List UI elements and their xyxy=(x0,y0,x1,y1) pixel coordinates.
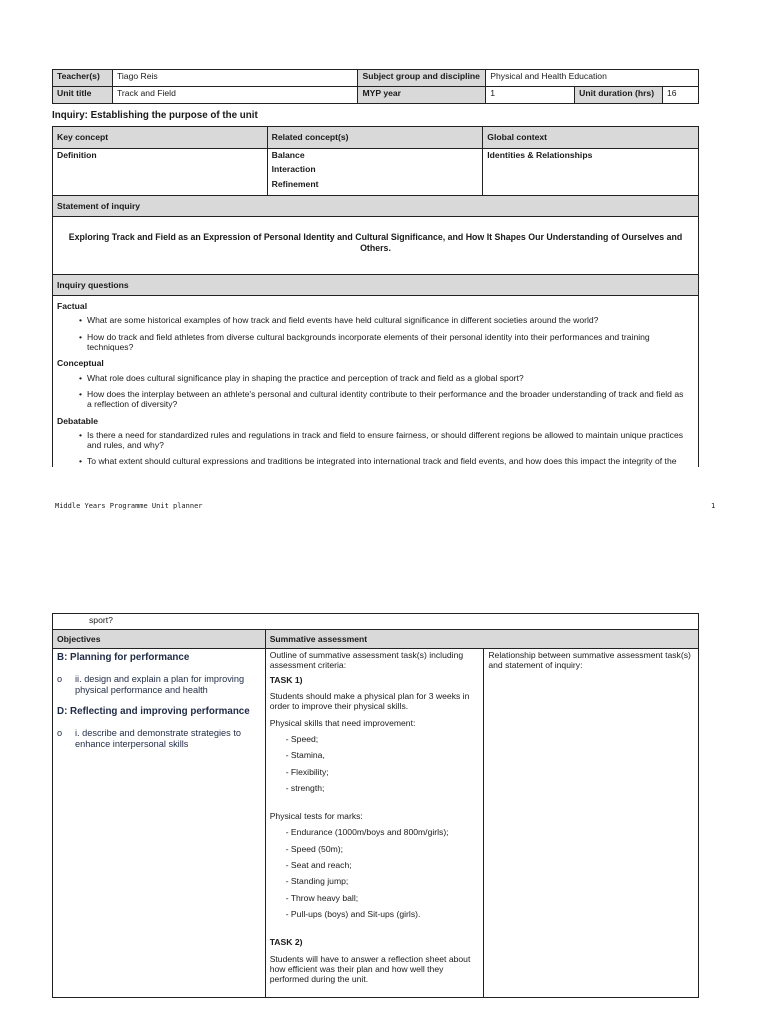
test-item: - Pull-ups (boys) and Sit-ups (girls). xyxy=(285,909,421,919)
test-item: - Throw heavy ball; xyxy=(285,892,359,903)
objective-d-heading: D: Reflecting and improving performance xyxy=(57,705,250,717)
objective-b-item: o ii. design and explain a plan for improving physical performance and health xyxy=(57,673,245,695)
relationship-cell xyxy=(484,649,699,998)
debatable-heading: Debatable xyxy=(57,415,99,426)
related-concept-item: Interaction xyxy=(271,164,316,175)
related-concepts-list xyxy=(267,149,483,196)
factual-heading: Factual xyxy=(57,301,88,311)
related-concept-label: Related concept(s) xyxy=(267,127,483,149)
outline-label: Outline of summative assessment task(s) including assessment criteria: xyxy=(269,650,464,671)
subject-label: Subject group and discipline xyxy=(358,70,486,87)
duration-label: Unit duration (hrs) xyxy=(575,87,663,104)
skill-item: - Speed; xyxy=(285,733,319,744)
key-concept-label: Key concept xyxy=(53,127,268,149)
objective-d-item: o i. describe and demonstrate strategies to enhance interpersonal skills xyxy=(57,727,241,749)
key-concept-value: Definition xyxy=(53,149,268,196)
task2-label: TASK 2) xyxy=(269,937,303,948)
objectives-cell xyxy=(53,649,266,998)
conceptual-question: • How does the interplay between an athlete's personal and cultural identity contribute to their performance and the broader understanding of track and field as a reflection of diversity? xyxy=(79,388,684,410)
summative-outline-cell xyxy=(265,649,484,998)
teacher-label: Teacher(s) xyxy=(53,70,113,87)
inquiry-table xyxy=(52,126,699,467)
skill-item: - strength; xyxy=(285,782,325,793)
myp-year-value: 1 xyxy=(486,87,575,104)
objectives-label: Objectives xyxy=(53,630,266,649)
conceptual-question: • What role does cultural significance play in shaping the practice and perception of track and field as a global sport? xyxy=(79,372,524,383)
global-context-value: Identities & Relationships xyxy=(483,149,699,196)
summative-label: Summative assessment xyxy=(265,630,698,649)
duration-value: 16 xyxy=(663,87,699,104)
page-number: 1 xyxy=(711,502,716,510)
assessment-table xyxy=(52,613,699,998)
footer-title: Middle Years Programme Unit planner xyxy=(55,502,203,510)
skill-item: - Stamina, xyxy=(285,750,325,761)
test-item: - Speed (50m); xyxy=(285,843,344,854)
test-item: - Seat and reach; xyxy=(285,860,352,871)
relationship-label: Relationship between summative assessment task(s) and statement of inquiry: xyxy=(488,650,691,671)
unit-title-value: Track and Field xyxy=(112,87,358,104)
conceptual-heading: Conceptual xyxy=(57,358,104,369)
inquiry-section-title: Inquiry: Establishing the purpose of the unit xyxy=(52,110,258,121)
skill-item: - Flexibility; xyxy=(285,766,329,777)
test-item: - Standing jump; xyxy=(285,876,349,887)
continued-question: sport? xyxy=(53,614,699,630)
test-item: - Endurance (1000m/boys and 800m/girls); xyxy=(285,827,449,838)
factual-question: • How do track and field athletes from diverse cultural backgrounds incorporate elements of their personal identity into their performances and training techniques? xyxy=(79,331,650,352)
related-concept-item: Balance xyxy=(271,150,305,160)
page-one-body xyxy=(0,0,768,467)
objective-b-heading: B: Planning for performance xyxy=(57,652,190,663)
myp-year-label: MYP year xyxy=(358,87,486,104)
teacher-value: Tiago Reis xyxy=(112,70,358,87)
subject-value: Physical and Health Education xyxy=(486,70,699,87)
debatable-question: • To what extent should cultural expressions and traditions be integrated into international track and field events, and how does this impact the integrity of the xyxy=(79,456,677,467)
task1-label: TASK 1) xyxy=(269,674,303,685)
unit-title-label: Unit title xyxy=(53,87,113,104)
task1-text: Students should make a physical plan for 3 weeks in order to improve their physical skills. xyxy=(269,690,470,712)
inquiry-questions-label: Inquiry questions xyxy=(53,275,699,296)
statement-of-inquiry: Exploring Track and Field as an Expression of Personal Identity and Cultural Significance, and How It Shapes Our Understanding of Ourselves and Others. xyxy=(53,217,699,275)
related-concept-item: Refinement xyxy=(271,178,319,189)
factual-question: • What are some historical examples of how track and field events have held cultural significance in different societies around the world? xyxy=(79,315,599,326)
statement-label: Statement of inquiry xyxy=(53,196,699,217)
inquiry-questions-body xyxy=(53,296,699,468)
skills-label: Physical skills that need improvement: xyxy=(269,717,416,728)
global-context-label: Global context xyxy=(483,127,699,149)
tests-label: Physical tests for marks: xyxy=(269,811,363,822)
task2-text: Students will have to answer a reflection sheet about how efficient was their plan and how well they performed during the unit. xyxy=(269,953,471,985)
debatable-question: • Is there a need for standardized rules and regulations in track and field to ensure fairness, or should different regions be allowed to maintain unique practices and rules, and why? xyxy=(79,429,684,451)
